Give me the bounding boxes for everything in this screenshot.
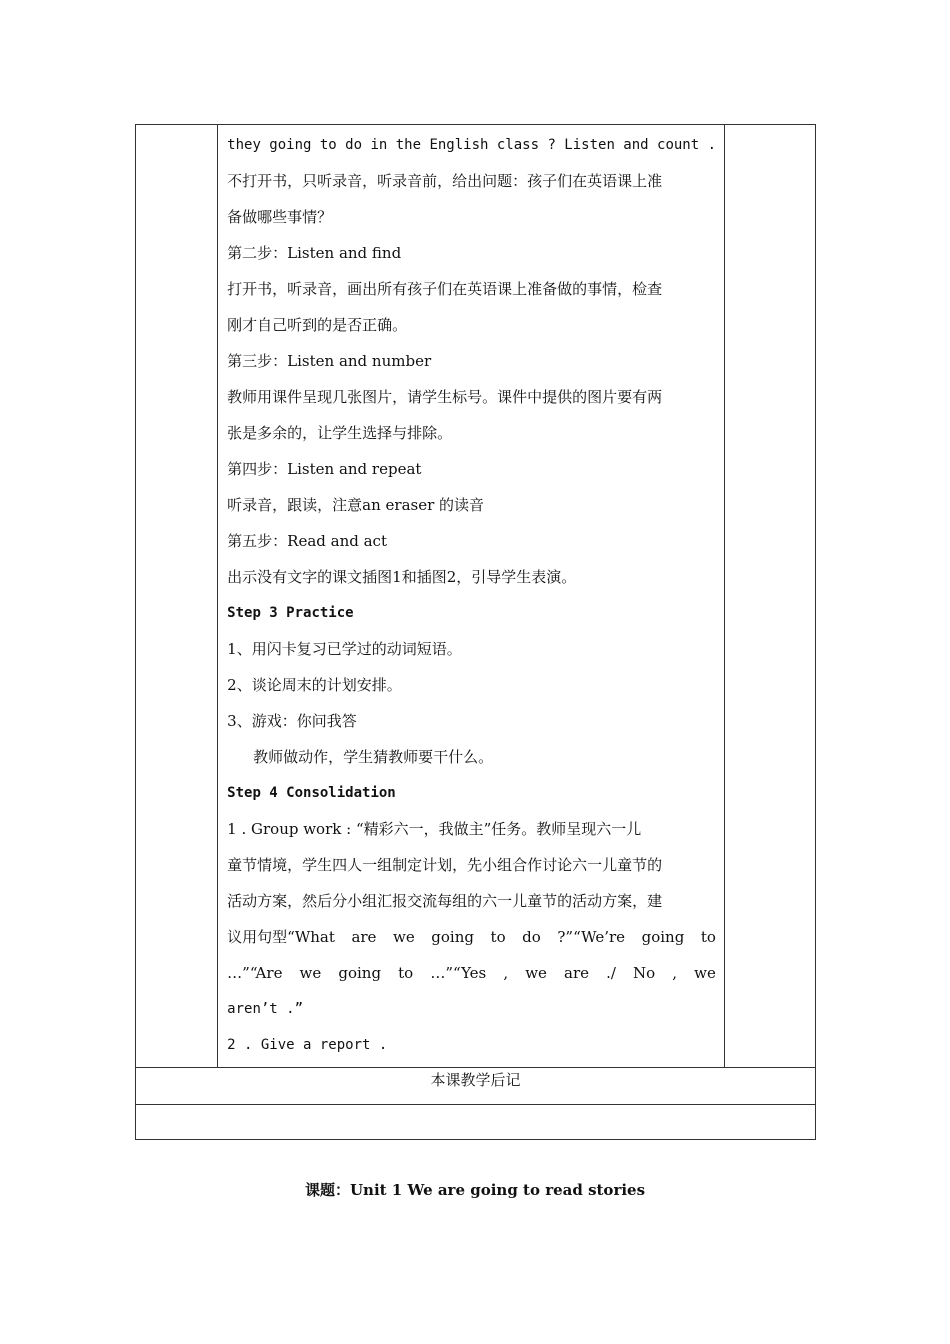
word: are (351, 928, 377, 946)
text-line: 童节情境，学生四人一组制定计划，先小组合作讨论六一儿童节的 (227, 856, 663, 874)
text-line: aren’t .” (227, 1001, 304, 1017)
word: going (338, 964, 382, 982)
word: going (641, 928, 685, 946)
text-line: 活动方案，然后分小组汇报交流每组的六一儿童节的活动方案，建 (227, 892, 663, 910)
lesson-plan-table (135, 124, 816, 1140)
word: , (503, 964, 509, 982)
text-line: 听录音，跟读，注意an eraser 的读音 (227, 496, 485, 514)
text-line: 出示没有文字的课文插图1和插图2，引导学生表演。 (227, 568, 577, 586)
procedure-text (218, 125, 724, 1067)
word: to (490, 928, 506, 946)
text-line: 教师做动作，学生猜教师要干什么。 (253, 748, 494, 766)
text-line: 教师用课件呈现几张图片，请学生标号。课件中提供的图片要有两 (227, 388, 663, 406)
word: ./ (606, 964, 616, 982)
text-line: 不打开书，只听录音，听录音前，给出问题：孩子们在英语课上准 (227, 172, 663, 190)
after-class-header-row (136, 1068, 816, 1105)
step-heading: 第五步：Read and act (227, 532, 387, 550)
text-line: 备做哪些事情？ (227, 208, 333, 226)
word: we (694, 964, 716, 982)
text-line: they going to do in the English class ? Listen and count . (227, 137, 717, 153)
justified-line (227, 955, 716, 991)
word: 议用句型“What (227, 928, 335, 946)
word: ?”“We’re (557, 928, 626, 946)
right-column-cell (725, 125, 816, 1068)
word: No (633, 964, 656, 982)
word: we (299, 964, 322, 982)
word: going (431, 928, 474, 946)
word: …”“Are (227, 964, 283, 982)
text-line: 2 . Give a report . (227, 1037, 388, 1053)
word: …”“Yes (430, 964, 487, 982)
word: are (564, 964, 590, 982)
word: we (525, 964, 547, 982)
word: we (393, 928, 415, 946)
word: to (398, 964, 414, 982)
section-heading-consolidation: Step 4 Consolidation (227, 785, 396, 801)
word: do (522, 928, 541, 946)
list-item: 3、游戏：你问我答 (227, 712, 357, 730)
after-class-notes-cell (136, 1105, 816, 1140)
step-heading: 第二步：Listen and find (227, 244, 402, 262)
word: to (700, 928, 716, 946)
section-heading-practice: Step 3 Practice (227, 605, 354, 621)
step-heading: 第四步：Listen and repeat (227, 460, 422, 478)
left-column-cell (136, 125, 218, 1068)
list-item: 2、谈论周末的计划安排。 (227, 676, 402, 694)
main-content-cell (218, 125, 725, 1068)
text-line: 张是多余的，让学生选择与排除。 (227, 424, 453, 442)
after-class-notes-row (136, 1105, 816, 1140)
text-line: 打开书，听录音，画出所有孩子们在英语课上准备做的事情，检查 (227, 280, 663, 298)
text-line: 1 . Group work : “精彩六一，我做主”任务。教师呈现六一儿 (227, 820, 642, 838)
text-line: 刚才自己听到的是否正确。 (227, 316, 408, 334)
justified-line (227, 919, 716, 955)
step-heading: 第三步：Listen and number (227, 352, 432, 370)
content-row (136, 125, 816, 1068)
after-class-notes-title: 本课教学后记 (136, 1068, 816, 1105)
lesson-title: 课题：Unit 1 We are going to read stories (304, 1181, 646, 1199)
word: , (672, 964, 678, 982)
list-item: 1、用闪卡复习已学过的动词短语。 (227, 640, 462, 658)
